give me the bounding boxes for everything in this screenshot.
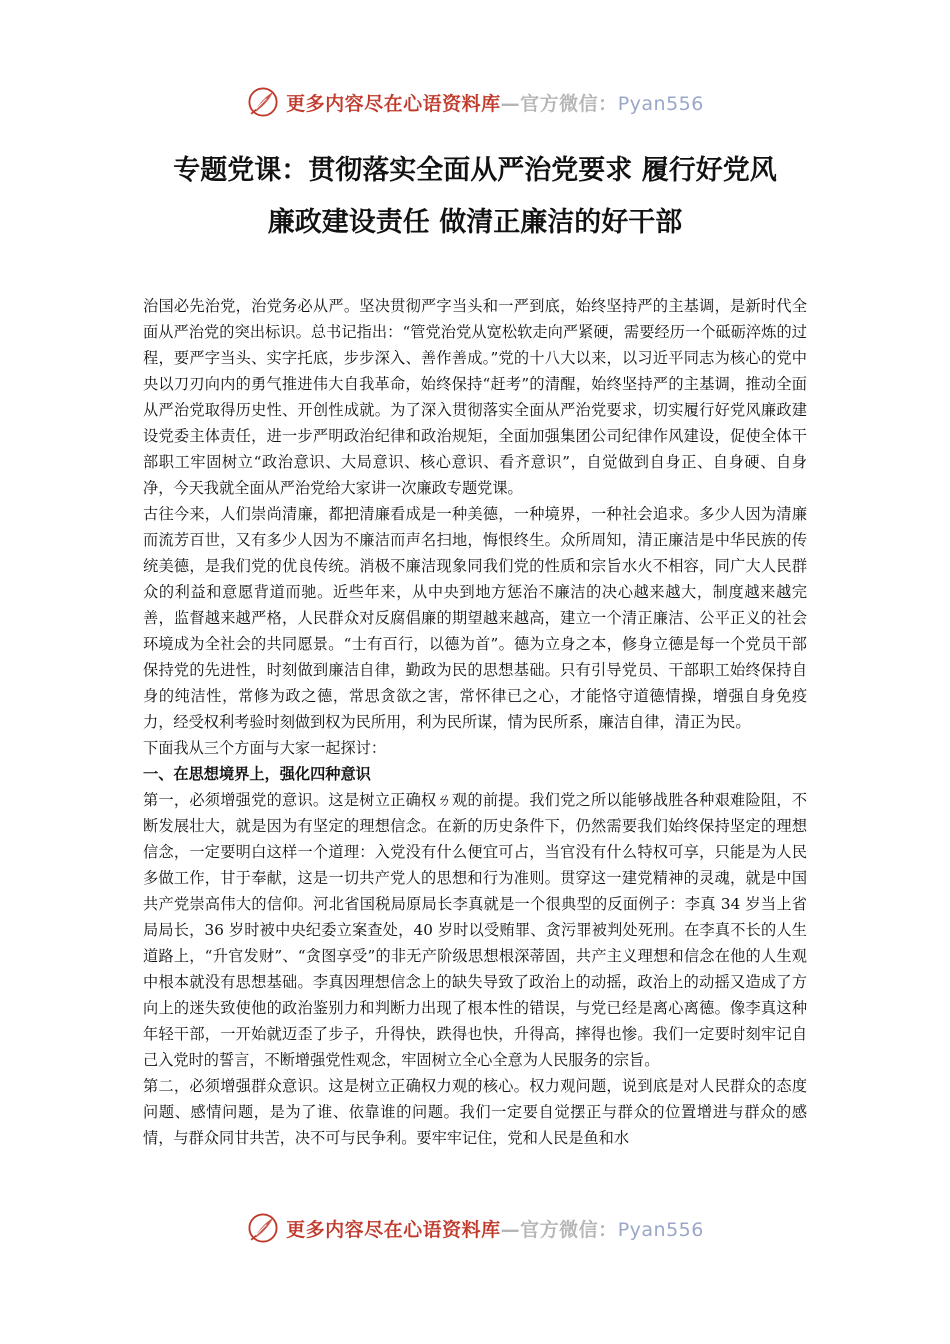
paragraph-party-awareness: 第一，必须增强党的意识。这是树立正确权ㄌ观的前提。我们党之所以能够战胜各种艰难险阻，不断发展壮大，就是因为有坚定的理想信念。在新的历史条件下，仍然需要我们始终保持坚定的理想信念，一定要明白这样一个道理：入党没有什么便宜可占，当官没有什么特权可享，只能是为人民多做工作，甘于奉献，这是一切共产党人的思想和行为准则。贯穿这一建党精神的灵魂，就是中国共产党崇高伟大的信仰。河北省国税局原局长李真就是一个很典型的反面例子：李真 34 岁当上省局局长，36 岁时被中央纪委立案查处，40 岁时以受贿罪、贪污罪被判处死刑。在李真不长的人生道路上，“升官发财”、“贪图享受”的非无产阶级思想根深蒂固，共产主义理想和信念在他的人生观中根本就没有思想基础。李真因理想信念上的缺失导致了政治上的动摇，政治上的动摇又造成了方向上的迷失致使他的政治鉴别力和判断力出现了根本性的错误，与党已经是离心离德。像李真这种年轻干部，一开始就迈歪了步子，升得快，跌得也快，升得高，摔得也惨。我们一定要时刻牢记自己入党时的誓言，不断增强党性观念，牢固树立全心全意为人民服务的宗旨。	[143, 791, 807, 1069]
banner-wechat-label: —官方微信：	[500, 92, 618, 115]
paragraph-integrity: 古往今来，人们崇尚清廉，都把清廉看成是一种美德，一种境界，一种社会追求。多少人因为清廉而流芳百世，又有多少人因为不廉洁而声名扫地，悔恨终生。众所周知，清正廉洁是中华民族的传统美德，是我们党的优良传统。消极不廉洁现象同我们党的性质和宗旨水火不相容，同广大人民群众的利益和意愿背道而驰。近些年来，从中央到地方惩治不廉洁的决心越来越大，制度越来越完善，监督越来越严格，人民群众对反腐倡廉的期望越来越高，建立一个清正廉洁、公平正义的社会环境成为全社会的共同愿景。“士有百行，以德为首”。德为立身之本，修身立德是每一个党员干部保持党的先进性，时刻做到廉洁自律，勤政为民的思想基础。只有引导党员、干部职工始终保持自身的纯洁性，常修为政之德，常思贪欲之害，常怀律已之心，才能恪守道德情操，增强自身免疫力，经受权利考验时刻做到权为民所用，利为民所谋，情为民所系，廉洁自律，清正为民。	[143, 505, 807, 731]
paragraph-transition: 下面我从三个方面与大家一起探讨：	[143, 739, 386, 757]
footer-banner	[0, 1208, 950, 1248]
document-body	[143, 293, 807, 1151]
banner-wechat-id: Pyan556	[617, 1218, 704, 1241]
banner-wechat-id: Pyan556	[617, 92, 704, 115]
banner-wechat-label: —官方微信：	[500, 1218, 618, 1241]
title-line-2: 廉政建设责任 做清正廉洁的好干部	[267, 207, 683, 238]
title-line-1: 专题党课：贯彻落实全面从严治党要求 履行好党风	[173, 155, 777, 186]
feather-pen-logo-icon	[246, 1211, 280, 1245]
document-title	[60, 145, 890, 249]
banner-brand-text: 更多内容尽在心语资料库	[286, 92, 501, 115]
paragraph-intro: 治国必先治党，治党务必从严。坚决贯彻严字当头和一严到底，始终坚持严的主基调，是新时代全面从严治党的突出标识。总书记指出：“管党治党从宽松软走向严紧硬，需要经历一个砥砺淬炼的过程，要严字当头、实字托底，步步深入、善作善成。”党的十八大以来，以习近平同志为核心的党中央以刀刃向内的勇气推进伟大自我革命，始终保持“赶考”的清醒，始终坚持严的主基调，推动全面从严治党取得历史性、开创性成就。为了深入贯彻落实全面从严治党要求，切实履行好党风廉政建设党委主体责任，进一步严明政治纪律和政治规矩，全面加强集团公司纪律作风建设，促使全体干部职工牢固树立“政治意识、大局意识、核心意识、看齐意识”，自觉做到自身正、自身硬、自身净，今天我就全面从严治党给大家讲一次廉政专题党课。	[143, 297, 807, 497]
paragraph-mass-awareness: 第二，必须增强群众意识。这是树立正确权力观的核心。权力观问题，说到底是对人民群众的态度问题、感情问题，是为了谁、依靠谁的问题。我们一定要自觉摆正与群众的位置增进与群众的感情，与群众同甘共苦，决不可与民争利。要牢牢记住，党和人民是鱼和水	[143, 1077, 807, 1147]
header-banner	[0, 82, 950, 122]
feather-pen-logo-icon	[246, 85, 280, 119]
section-heading-1: 一、在思想境界上，强化四种意识	[143, 765, 371, 783]
banner-brand-text: 更多内容尽在心语资料库	[286, 1218, 501, 1241]
